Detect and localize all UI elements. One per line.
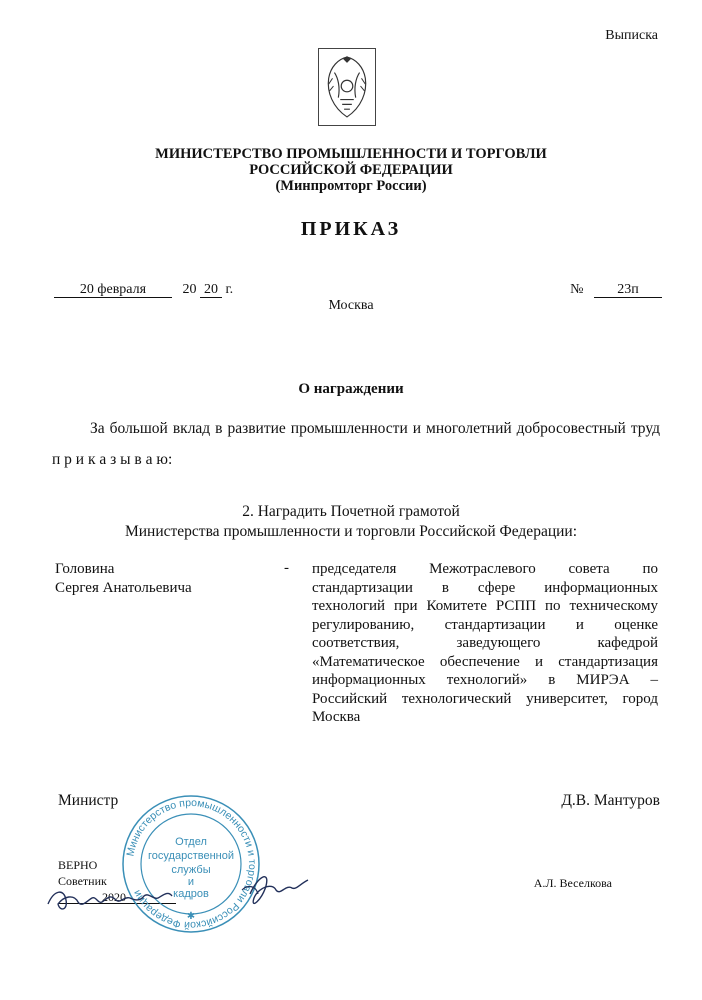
order-title: ПРИКАЗ [300, 218, 402, 240]
ministry-short-name: (Минпромторг России) [275, 178, 427, 194]
awardee-dash: - [284, 560, 289, 576]
order-date-day-month: 20 февраля [54, 282, 172, 298]
award-line2: Министерства промышленности и торговли Российской Федерации: [124, 523, 578, 540]
russian-coat-of-arms-icon [318, 48, 376, 126]
order-city: Москва [328, 298, 374, 313]
award-line1: 2. Наградить Почетной грамотой [242, 503, 460, 520]
ministry-name-line1: МИНИСТЕРСТВО ПРОМЫШЛЕННОСТИ И ТОРГОВЛИ [155, 146, 547, 162]
certification-name: А.Л. Веселкова [533, 876, 612, 890]
order-year-unit: г. [225, 282, 234, 297]
order-number-value: 23п [594, 282, 662, 298]
awardee-name [55, 560, 192, 597]
order-date [54, 282, 233, 298]
awardee-description: председателя Межотраслевого совета по стандартизации в сфере информационных технологий при Комитете РСПП по техническому регулированию, стандартизации и оценке соответствия, заведующего кафедрой «Математическое обеспечение и стандартизация информационных технологий» в МИРЭА – Российский технологический университет, город Москва [312, 561, 658, 725]
awardee-surname: Головина [55, 561, 115, 577]
handwritten-signature-icon [44, 860, 314, 920]
signatory-name: Д.В. Мантуров [561, 792, 660, 809]
stamp-inner-line3: службы [171, 864, 211, 876]
signatory-position: Министр [58, 792, 119, 809]
order-intro: За большой вклад в развитие промышленности и многолетний добросовестный труд п р и к а з ы в а ю: [52, 420, 660, 468]
order-year-prefix: 20 [182, 282, 197, 297]
order-number-label: № [570, 282, 584, 297]
certification-verified: ВЕРНО [58, 858, 98, 872]
order-number [570, 282, 662, 298]
stamp-outer-text: Министерство промышленности и торговли Российской Федерации [124, 796, 259, 932]
certification-role: Советник [58, 874, 107, 888]
certification-year: 2020 [102, 890, 126, 904]
order-subject: О награждении [298, 381, 404, 397]
extract-label: Выписка [605, 28, 658, 43]
order-year-suffix: 20 [200, 282, 222, 298]
stamp-inner-line4: и [187, 876, 195, 888]
stamp-inner-line1: Отдел [175, 836, 207, 848]
stamp-inner-line5: кадров [173, 888, 209, 900]
ministry-name-line2: РОССИЙСКОЙ ФЕДЕРАЦИИ [249, 162, 453, 178]
stamp-star-icon: ✱ [186, 911, 196, 922]
stamp-inner-line2: государственной [148, 850, 234, 862]
awardee-given-name: Сергея Анатольевича [55, 579, 192, 596]
award-statement [0, 502, 702, 542]
